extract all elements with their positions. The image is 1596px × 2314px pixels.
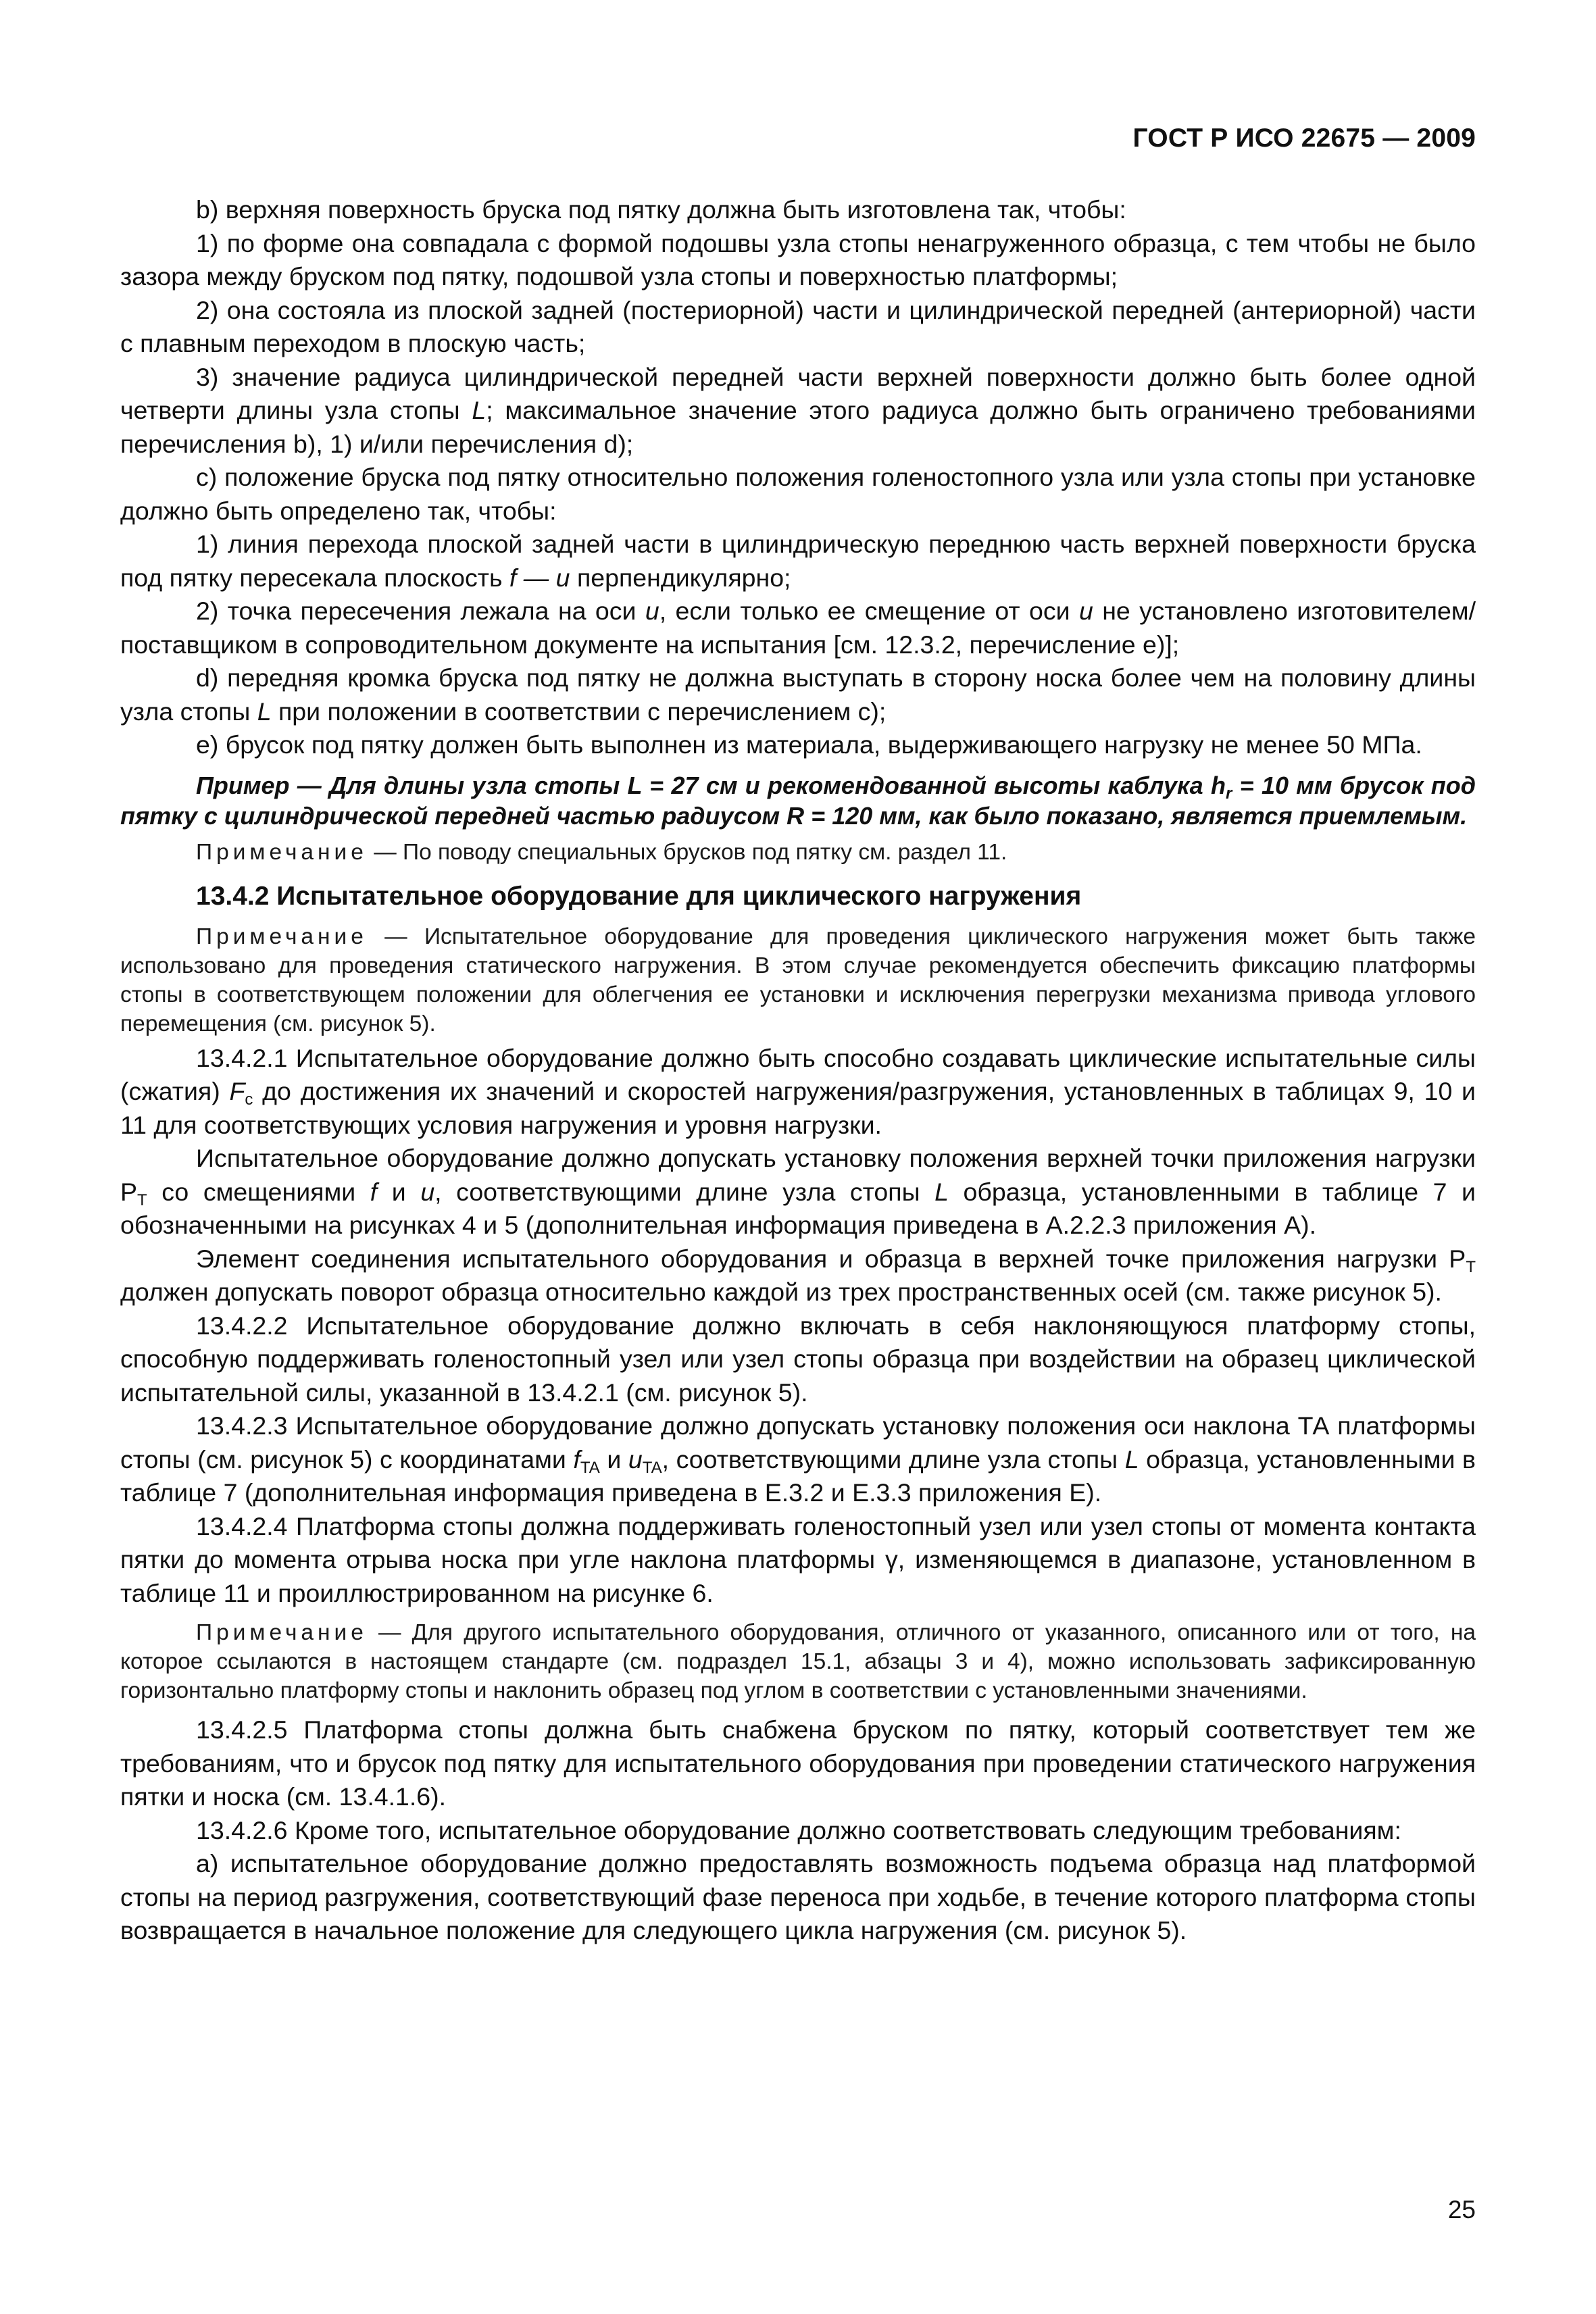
paragraph-load-point: Испытательное оборудование должно допускать установку положения верхней точки приложения нагрузки $P_T$ со смещениями f и u, соответствующими длине узла стопы L образца, установленными в таблице 7 и обозначенными на рисунках 4 и 5 (дополнительная информация приведена в А.2.2.3 приложения А). [120,1144,1476,1239]
paragraph-connection-element: Элемент соединения испытательного оборудования и образца в верхней точке приложения нагрузки $P_T$ должен допускать поворот образца относительно каждой из трех пространственных осей (см. также рисунок 5). [120,1244,1476,1306]
paragraph-b: b) верхняя поверхность бруска под пятку должна быть изготовлена так, чтобы: [196,195,1126,224]
section-heading-13-4-2: 13.4.2 Испытательное оборудование для циклического нагружения [196,881,1082,911]
paragraph-b1: 1) по форме она совпадала с формой подошвы узла стопы ненагруженного образца, с тем чтобы не было зазора между бруском под пятку, подошвой узла стопы и поверхностью платформы; [120,228,1476,291]
paragraph-13-4-2-2: 13.4.2.2 Испытательное оборудование должно включать в себя наклоняющуюся платформу стопы, способную поддерживать голеностопный узел или узел стопы образца при воздействии на образец циклической испытательной силы, указанной в 13.4.2.1 (см. рисунок 5). [120,1311,1476,1407]
paragraph-d: d) передняя кромка бруска под пятку не должна выступать в сторону носка более чем на половину длины узла стопы L при положении в соответствии с перечислением c); [120,663,1476,726]
paragraph-13-4-2-1: 13.4.2.1 Испытательное оборудование должно быть способно создавать циклические испытательные силы (сжатия) $F_c$ до достижения их значений и скоростей нагружения/разгружения, установленных в таблицах 9, 10 и 11 для соответствующих условия нагружения и уровня нагрузки. [120,1043,1476,1139]
document-number-header: ГОСТ Р ИСО 22675 — 2009 [1132,124,1476,153]
paragraph-13-4-2-4: 13.4.2.4 Платформа стопы должна поддерживать голеностопный узел или узел стопы от момента контакта пятки до момента отрыва носка при угле наклона платформы γ, изменяющемся в диапазоне, установленном в таблице 11 и проиллюстрированном на рисунке 6. [120,1511,1476,1607]
paragraph-b3: 3) значение радиуса цилиндрической передней части верхней поверхности должно быть более одной четверти длины узла стопы L; максимальное значение этого радиуса должно быть ограничено требованиями перечисления b), 1) и/или перечисления d); [120,362,1476,458]
note-other-equipment: Примечание — Для другого испытательного оборудования, отличного от указанного, описанного или от того, на которое ссылаются в настоящем стандарте (см. подраздел 15.1, абзацы 3 и 4), можно использовать зафиксированную горизонтально платформу стопы и наклонить образец под углом в соответствии с установленными значениями. [120,1620,1476,1703]
paragraph-13-4-2-6-a: a) испытательное оборудование должно предоставлять возможность подъема образца над платформой стопы на период разгружения, соответствующий фазе переноса при ходьбе, в течение которого платформа стопы возвращается в начальное положение для следующего цикла нагружения (см. рисунок 5). [120,1849,1476,1944]
paragraph-b2: 2) она состояла из плоской задней (постериорной) части и цилиндрической передней (антериорной) части с плавным переходом в плоскую часть; [120,295,1476,357]
paragraph-13-4-2-6: 13.4.2.6 Кроме того, испытательное оборудование должно соответствовать следующим требованиям: [196,1815,1401,1844]
note-heel-blocks: Примечание — По поводу специальных брусков под пятку см. раздел 11. [196,839,1007,865]
paragraph-13-4-2-5: 13.4.2.5 Платформа стопы должна быть снабжена бруском по пятку, который соответствует тем же требованиям, что и брусок под пятку для испытательного оборудования при проведении статического нагружения пятки и носка (см. 13.4.1.6). [120,1715,1476,1811]
page-body [120,193,1476,1948]
example-text: Пример — Для длины узла стопы L = 27 см и рекомендованной высоты каблука $h_r = 10$ мм брусок под пятку с цилиндрической передней частью радиусом R = 120 мм, как было показано, является приемлемым. [120,771,1476,830]
paragraph-c: c) положение бруска под пятку относительно положения голеностопного узла или узла стопы при установке должно быть определено так, чтобы: [120,463,1476,525]
paragraph-13-4-2-3: 13.4.2.3 Испытательное оборудование должно допускать установку положения оси наклона ТА платформы стопы (см. рисунок 5) с координатами $f_{TA}$ и $u_{TA}$, соответствующими длине узла стопы L образца, установленными в таблице 7 (дополнительная информация приведена в Е.3.2 и Е.3.3 приложения Е). [120,1411,1476,1507]
paragraph-e: e) брусок под пятку должен быть выполнен из материала, выдерживающего нагрузку не менее 50 МПа. [196,730,1422,759]
note-cyclic-equipment: Примечание — Испытательное оборудование для проведения циклического нагружения может быть также использовано для проведения статического нагружения. В этом случае рекомендуется обеспечить фиксацию платформы стопы в соответствующем положении для облегчения ее установки и исключения перегрузки механизма привода углового перемещения (см. рисунок 5). [120,924,1476,1036]
paragraph-c2: 2) точка пересечения лежала на оси u, если только ее смещение от оси u не установлено изготовителем/поставщиком в сопроводительном документе на испытания [см. 12.3.2, перечисление e)]; [120,597,1476,659]
paragraph-c1: 1) линия перехода плоской задней части в цилиндрическую переднюю часть верхней поверхности бруска под пятку пересекала плоскость f — u перпендикулярно; [120,530,1476,592]
page-number: 25 [1447,2196,1476,2223]
